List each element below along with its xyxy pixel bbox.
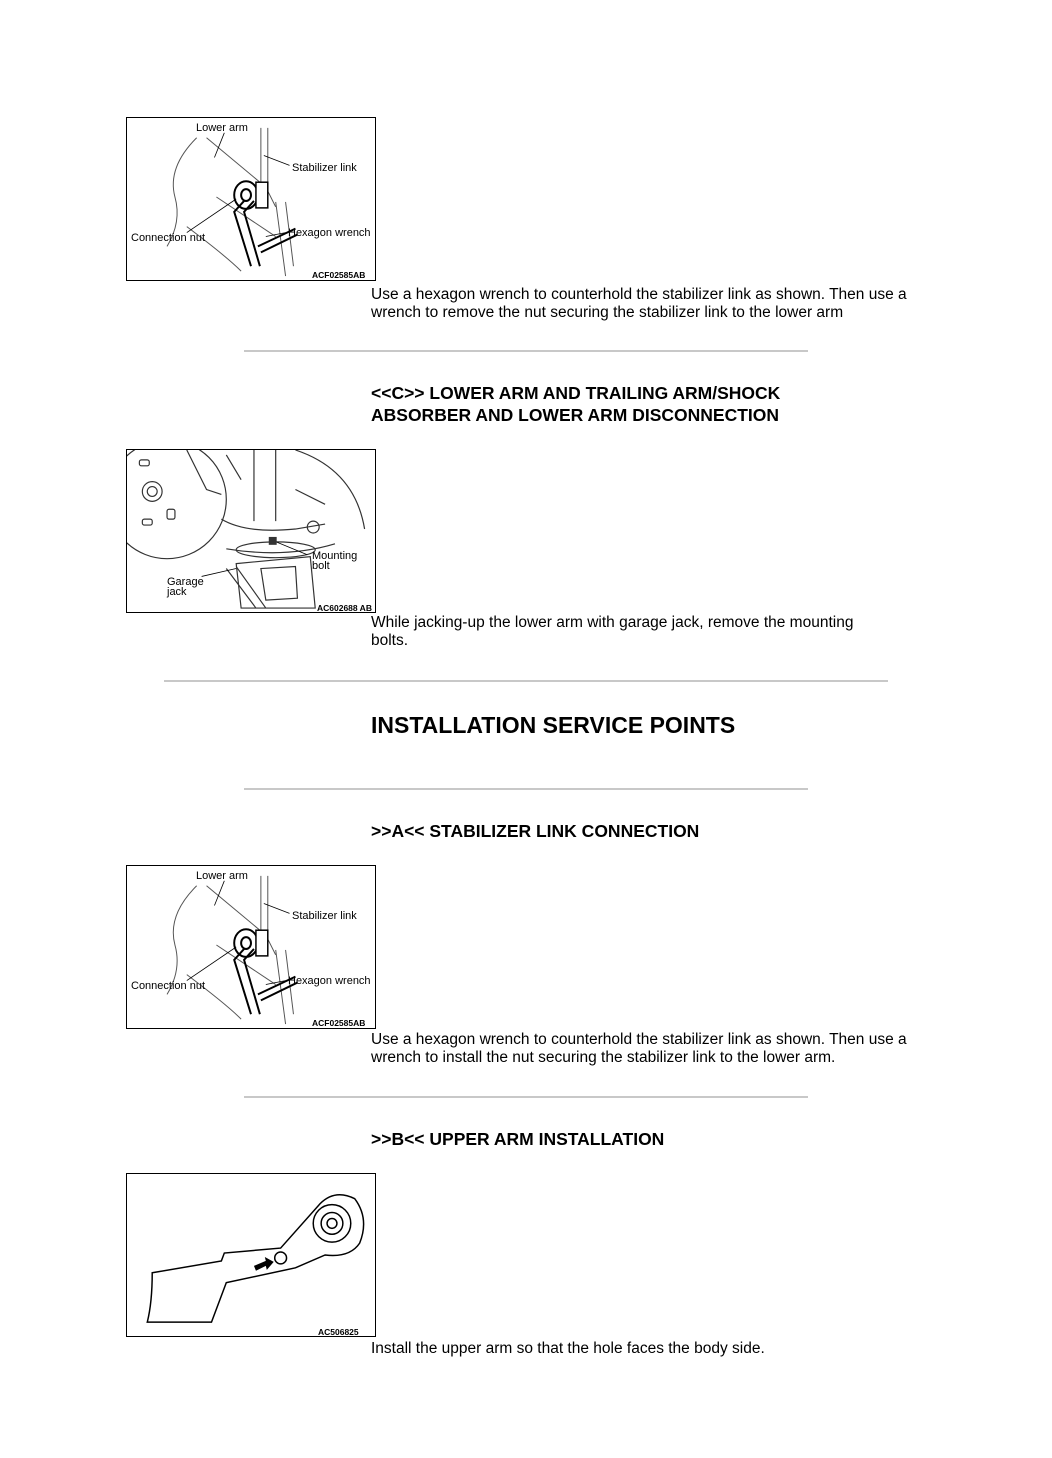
figure-lower-arm-disconnection [126,449,376,613]
label-jack: jack [167,586,187,598]
figure-code: AC506825 [318,1327,359,1337]
divider [244,1096,808,1098]
label-connection-nut: Connection nut [131,232,205,244]
figure-stabilizer-link-installation [126,865,376,1029]
stabilizer-link-illustration [127,866,375,1028]
figure-code: ACF02585AB [312,1018,366,1028]
paragraph-lower-arm-disconnection: While jacking-up the lower arm with garage jack, remove the mounting bolts. [371,614,854,649]
paragraph-upper-arm-installation: Install the upper arm so that the hole faces the body side. [371,1340,765,1357]
label-stabilizer-link: Stabilizer link [292,910,357,922]
label-connection-nut: Connection nut [131,980,205,992]
figure-code: ACF02585AB [312,270,366,280]
figure-upper-arm [126,1173,376,1337]
label-lower-arm: Lower arm [196,870,248,882]
divider [164,680,888,682]
divider [244,788,808,790]
label-lower-arm: Lower arm [196,122,248,134]
label-hexagon-wrench: Hexagon wrench [288,227,371,239]
label-hexagon-wrench: Hexagon wrench [288,975,371,987]
stabilizer-link-illustration [127,118,375,280]
label-garage: Garage [167,576,204,588]
label-mounting: Mounting [312,550,358,562]
paragraph-stabilizer-installation: Use a hexagon wrench to counterhold the stabilizer link as shown. Then use a wrench to install the nut securing the stabilizer link to the lower arm. [371,1031,907,1066]
paragraph-stabilizer-removal: Use a hexagon wrench to counterhold the stabilizer link as shown. Then use a wrench to remove the nut securing the stabilizer link to the lower arm [371,286,907,321]
label-bolt: bolt [312,560,330,572]
heading-installation-service-points: INSTALLATION SERVICE POINTS [371,712,736,738]
divider [244,350,808,352]
figure-code: AC602688 AB [317,603,372,613]
label-stabilizer-link: Stabilizer link [292,162,357,174]
garage-jack-illustration [127,450,375,612]
heading-lower-arm-disconnection: <<C>> LOWER ARM AND TRAILING ARM/SHOCK ABSORBER AND LOWER ARM DISCONNECTION [371,383,781,425]
heading-upper-arm-installation: >>B<< UPPER ARM INSTALLATION [371,1129,665,1149]
upper-arm-illustration [127,1174,375,1336]
heading-stabilizer-link-connection: >>A<< STABILIZER LINK CONNECTION [371,821,700,841]
figure-stabilizer-link-removal [126,117,376,281]
